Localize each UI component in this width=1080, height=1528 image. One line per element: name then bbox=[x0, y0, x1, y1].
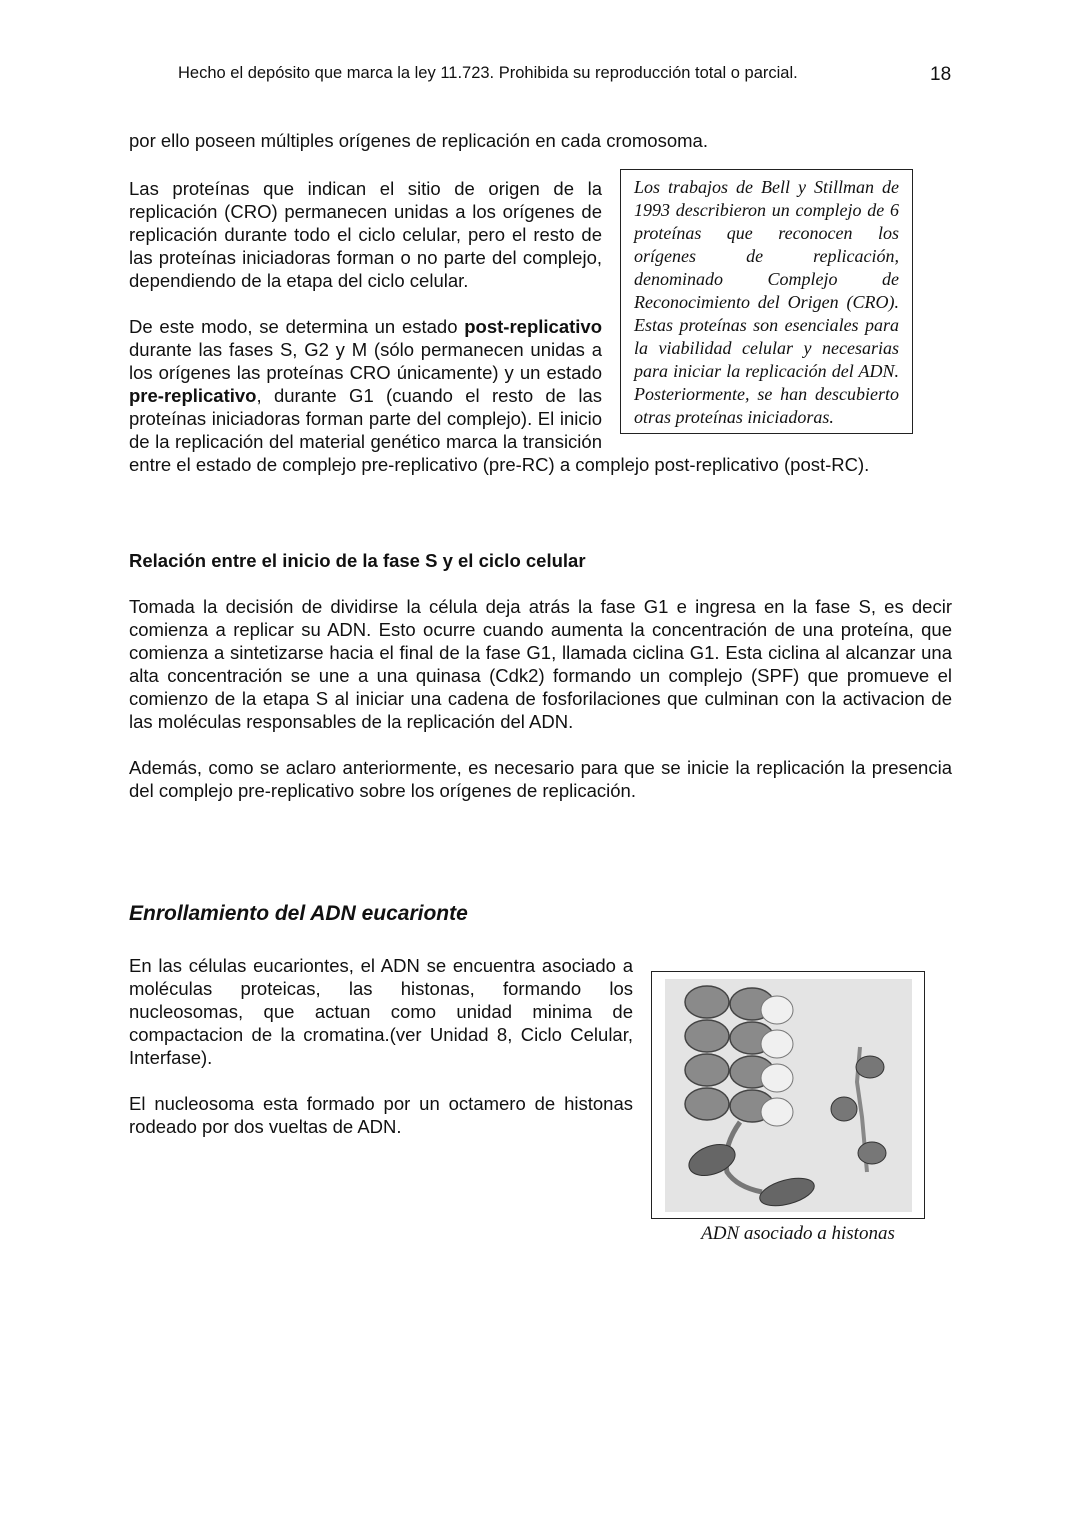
text: , durante G1 (cuando el resto de las proteínas iniciadoras forman parte del complejo). El inicio de la replicación del material genético marca la transición entre el estado de complejo pre-replicativo (pre-RC) a complejo post-replicativo (post-RC). bbox=[129, 385, 870, 475]
paragraph: Además, como se aclaro anteriormente, es necesario para que se inicie la replicación la presencia del complejo pre-replicativo sobre los orígenes de replicación. bbox=[129, 757, 952, 801]
page-number: 18 bbox=[930, 64, 952, 85]
text: De este modo, se determina un estado bbox=[129, 316, 465, 337]
header-notice: Hecho el depósito que marca la ley 11.723. Prohibida su reproducción total o parcial. bbox=[178, 64, 798, 82]
text: durante las fases S, G2 y M (sólo permanecen unidas a los orígenes las proteínas CRO únicamente) y un estado bbox=[129, 339, 602, 383]
sidebox-note: Los trabajos de Bell y Stillman de 1993 describieron un complejo de 6 proteínas que reconocen los orígenes de replicación, denominado Complejo de Reconocimiento del Origen (CRO). Estas proteínas son esenciales para la viabilidad celular y necesarias para iniciar la replicación del ADN. Posteriormente, se han descubierto otras proteínas iniciadoras. bbox=[620, 169, 913, 434]
bold-term: pre-replicativo bbox=[129, 385, 257, 406]
paragraph: Tomada la decisión de dividirse la célula deja atrás la fase G1 e ingresa en la fase S, es decir comienza a replicar su ADN. Esto ocurre cuando aumenta la concentración de una proteína, que comienza a sintetizarse hacia el final de la fase G1, llamada ciclina G1. Esta ciclina al alcanzar una alta concentración se une a una quinasa (Cdk2) formando un complejo (SPF) que promueve el comienzo de la etapa S al iniciar una cadena de fosforilaciones que culminan con la activacion de las moléculas responsables de la replicación del ADN. bbox=[129, 596, 952, 732]
section-heading: Enrollamiento del ADN eucarionte bbox=[129, 902, 468, 925]
bold-term: post-replicativo bbox=[464, 316, 602, 337]
intro-line: por ello poseen múltiples orígenes de replicación en cada cromosoma. bbox=[129, 130, 708, 151]
section-heading-dna-coiling bbox=[129, 902, 952, 926]
section-dna-coiling-text bbox=[129, 954, 633, 1138]
paragraph: En las células eucariontes, el ADN se encuentra asociado a moléculas proteicas, las histonas, formando los nucleosomas, que actuan como unidad minima de compactacion de la cromatina.(ver Unidad 8, Ciclo Celular, Interfase). bbox=[129, 955, 633, 1068]
paragraph-cro: Las proteínas que indican el sitio de origen de la replicación (CRO) permanecen unidas a los orígenes de replicación durante todo el ciclo celular, pero el resto de las proteínas iniciadoras forman o no parte del complejo, dependiendo de la etapa del ciclo celular. bbox=[129, 178, 602, 291]
nucleosome-illustration bbox=[652, 972, 924, 1218]
paragraph: El nucleosoma esta formado por un octamero de histonas rodeado por dos vueltas de ADN. bbox=[129, 1093, 633, 1137]
section-heading: Relación entre el inicio de la fase S y el ciclo celular bbox=[129, 550, 586, 571]
replication-origins-section bbox=[129, 177, 952, 476]
section-s-phase bbox=[129, 549, 952, 802]
figure-caption: ADN asociado a histonas bbox=[701, 1223, 895, 1244]
figure-histones bbox=[651, 971, 925, 1219]
